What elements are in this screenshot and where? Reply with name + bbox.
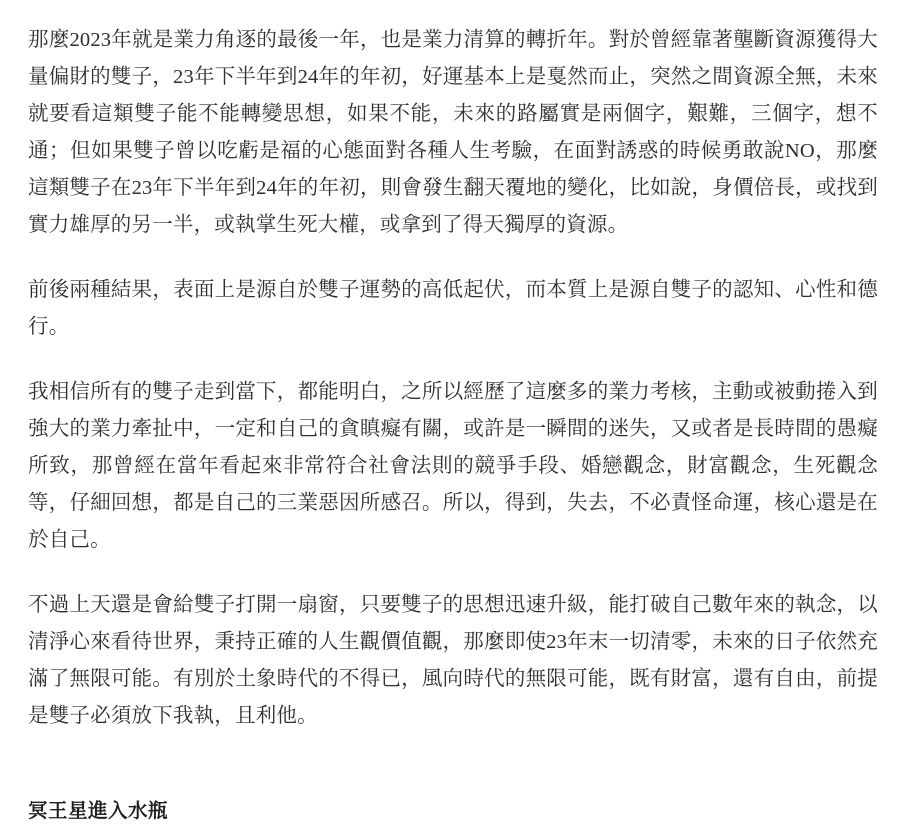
section-heading: 冥王星進入水瓶 (28, 801, 169, 822)
paragraph-4: 不過上天還是會給雙子打開一扇窗，只要雙子的思想迅速升級，能打破自己數年來的執念，以清淨心來看待世界，秉持正確的人生觀價值觀，那麼即使23年末一切清零，未來的日子依然充滿了無限可能。有別於土象時代的不得已，風向時代的無限可能，既有財富，還有自由，前提是雙子必須放下我執，且利他。 (28, 594, 878, 727)
paragraph-2: 前後兩種結果，表面上是源自於雙子運勢的高低起伏，而本質上是源自雙子的認知、心性和德行。 (28, 279, 878, 338)
paragraph-1: 那麼2023年就是業力角逐的最後一年，也是業力清算的轉折年。對於曾經靠著壟斷資源獲得大量偏財的雙子，23年下半年到24年的年初，好運基本上是戛然而止，突然之間資源全無，未來就要看這類雙子能不能轉變思想，如果不能，未來的路屬實是兩個字，艱難，三個字，想不通；但如果雙子曾以吃虧是福的心態面對各種人生考驗，在面對誘惑的時候勇敢說NO，那麼這類雙子在23年下半年到24年的年初，則會發生翻天覆地的變化，比如說，身價倍長，或找到實力雄厚的另一半，或執掌生死大權，或拿到了得天獨厚的資源。 (28, 29, 878, 236)
paragraph-3: 我相信所有的雙子走到當下，都能明白，之所以經歷了這麼多的業力考核，主動或被動捲入到強大的業力牽扯中，一定和自己的貪瞋癡有關，或許是一瞬間的迷失，又或者是長時間的愚癡所致，那曾經在當年看起來非常符合社會法則的競爭手段、婚戀觀念，財富觀念，生死觀念等，仔細回想，都是自己的三業惡因所感召。所以，得到，失去，不必責怪命運，核心還是在於自己。 (28, 381, 878, 551)
article-body (28, 22, 878, 827)
section-spacer (28, 735, 878, 797)
